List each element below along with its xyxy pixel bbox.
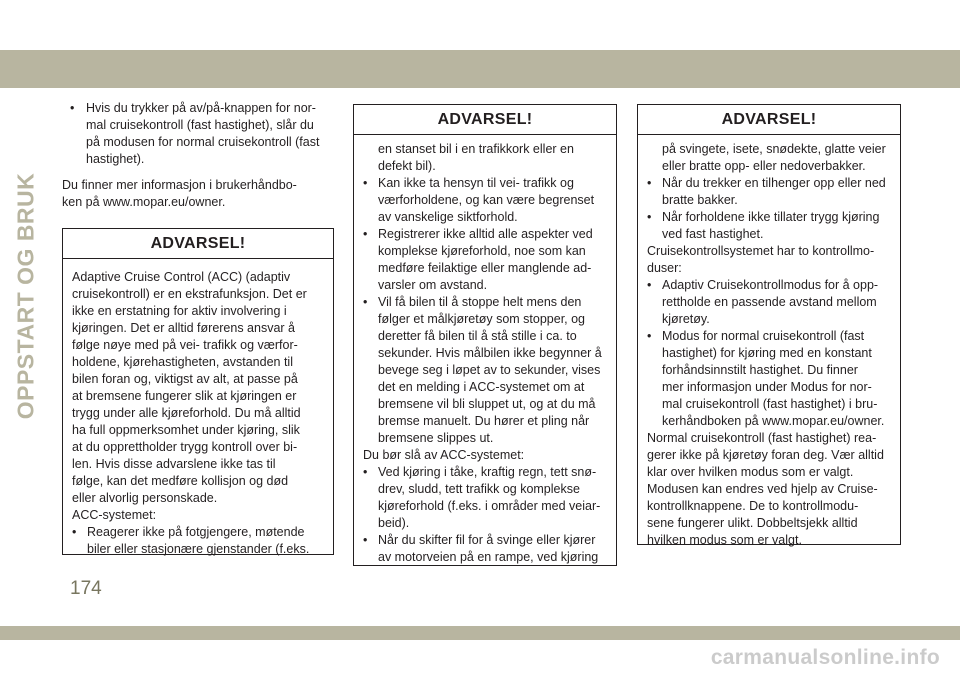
text-line: sene fungerer ulikt. Dobbeltsjekk alltid xyxy=(647,516,858,530)
warning-body xyxy=(638,135,900,549)
footer-band xyxy=(0,626,960,640)
text-line: bremsene slippes ut. xyxy=(378,431,494,445)
bullet-item xyxy=(363,532,607,566)
bullet-mark: • xyxy=(647,176,652,190)
bullet-mark: • xyxy=(647,329,652,343)
text-line: det en melding i ACC-systemet om at xyxy=(378,380,585,394)
warning-box-2 xyxy=(353,104,617,566)
text-line: klar over hvilken modus som er valgt. xyxy=(647,465,854,479)
text-line: duser: xyxy=(647,261,682,275)
bullet-mark: • xyxy=(363,465,368,479)
text-line: kontrollknappene. De to kontrollmodu- xyxy=(647,499,859,513)
text-line: Normal cruisekontroll (fast hastighet) rea- xyxy=(647,431,877,445)
text-line: kjøringen. Det er alltid førerens ansvar å xyxy=(72,321,296,335)
warning-title: ADVARSEL! xyxy=(63,229,333,259)
text-line: eller bratte opp- eller nedoverbakker. xyxy=(662,159,866,173)
paragraph xyxy=(62,177,334,211)
text-line: mal cruisekontroll (fast hastighet) i bru- xyxy=(662,397,878,411)
text-line: hvilken modus som er valgt. xyxy=(647,533,802,547)
warning-body xyxy=(354,135,616,566)
text-line: at bremsene fungerer slik at kjøringen er xyxy=(72,389,297,403)
text-line: kerhåndboken på www.mopar.eu/owner. xyxy=(662,414,885,428)
text-line: gerer ikke på kjøretøy foran deg. Vær alltid xyxy=(647,448,884,462)
warning-box-1 xyxy=(62,228,334,555)
text-line: bremsene vil bli sluppet ut, og at du må xyxy=(378,397,596,411)
text-line: ken på www.mopar.eu/owner. xyxy=(62,195,226,209)
text-line: kjøretøy. xyxy=(662,312,710,326)
text-line: Kan ikke ta hensyn til vei- trafikk og xyxy=(378,176,574,190)
text-line: følge nøye med på vei- trafikk og værfor- xyxy=(72,338,298,352)
text-line: Du finner mer informasjon i brukerhåndbo- xyxy=(62,178,297,192)
text-line: varsler om avstand. xyxy=(378,278,488,292)
text-line: forhåndsinnstilt hastighet. Du finner xyxy=(662,363,858,377)
text-line: ACC-systemet: xyxy=(72,508,157,522)
text-line: følge, kan det medføre kollisjon og død xyxy=(72,474,289,488)
section-side-title: OPPSTART OG BRUK xyxy=(12,172,39,420)
text-line: på modusen for normal cruisekontroll (fast xyxy=(86,135,320,149)
bullet-item xyxy=(647,175,891,209)
top-margin xyxy=(0,0,960,50)
text-line: Vil få bilen til å stoppe helt mens den xyxy=(378,295,582,309)
text-line: på svingete, isete, snødekte, glatte veier xyxy=(662,142,886,156)
bullet-item xyxy=(363,464,607,532)
bullet-mark: • xyxy=(72,525,77,539)
text-line: Når du trekker en tilhenger opp eller ned xyxy=(662,176,886,190)
bullet-mark: • xyxy=(70,101,75,115)
text-line: kjøreforhold (f.eks. i områder med veiar- xyxy=(378,499,601,513)
bullet-item xyxy=(647,328,891,430)
text-line: av vanskelige siktforhold. xyxy=(378,210,518,224)
bullet-mark: • xyxy=(647,210,652,224)
bullet-item xyxy=(647,209,891,243)
bullet-item xyxy=(363,175,607,226)
text-line: hastighet) for kjøring med en konstant xyxy=(662,346,872,360)
text-line: at du opprettholder trygg kontroll over bi- xyxy=(72,440,298,454)
text-line: Når du skifter fil for å svinge eller kjører xyxy=(378,533,596,547)
warning-title: ADVARSEL! xyxy=(638,105,900,135)
bullet-mark: • xyxy=(363,533,368,547)
text-line: Cruisekontrollsystemet har to kontrollmo- xyxy=(647,244,875,258)
warning-body xyxy=(63,259,333,558)
text-line: len. Hvis disse advarslene ikke tas til xyxy=(72,457,276,471)
text-line: komplekse kjøreforhold, noe som kan xyxy=(378,244,586,258)
text-line: cruisekontroll) er en ekstrafunksjon. Det er xyxy=(72,287,307,301)
text-line: ha full oppmerksomhet under kjøring, slik xyxy=(72,423,300,437)
text-line: deretter få bilen til å stå stille i ca. to xyxy=(378,329,577,343)
text-line: værforholdene, og kan være begrenset xyxy=(378,193,595,207)
text-line: biler eller stasjonære gjenstander (f.eks. xyxy=(87,542,310,556)
bullet-item xyxy=(72,524,324,558)
text-line: Reagerer ikke på fotgjengere, møtende xyxy=(87,525,305,539)
text-line: defekt bil). xyxy=(378,159,436,173)
bullet-mark: • xyxy=(647,278,652,292)
bullet-item xyxy=(647,277,891,328)
column-1 xyxy=(62,100,334,211)
text-line: Adaptiv Cruisekontrollmodus for å opp- xyxy=(662,278,879,292)
bullet-item xyxy=(363,294,607,447)
text-line: Hvis du trykker på av/på-knappen for nor- xyxy=(86,101,316,115)
bullet-item xyxy=(62,100,334,168)
warning-box-3 xyxy=(637,104,901,545)
text-line: drev, sludd, tett trafikk og komplekse xyxy=(378,482,580,496)
text-line: bremse manuelt. Du hører et pling når xyxy=(378,414,590,428)
bullet-item xyxy=(363,226,607,294)
text-line: Ved kjøring i tåke, kraftig regn, tett snø- xyxy=(378,465,597,479)
text-line: Registrerer ikke alltid alle aspekter ved xyxy=(378,227,593,241)
text-line: bratte bakker. xyxy=(662,193,738,207)
bullet-mark: • xyxy=(363,227,368,241)
warning-title: ADVARSEL! xyxy=(354,105,616,135)
text-line: medføre feilaktige eller manglende ad- xyxy=(378,261,592,275)
text-line: Modusen kan endres ved hjelp av Cruise- xyxy=(647,482,878,496)
text-line: følger et målkjøretøy som stopper, og xyxy=(378,312,586,326)
watermark: carmanualsonline.info xyxy=(710,646,940,669)
header-band xyxy=(0,50,960,88)
text-line: en stanset bil i en trafikkork eller en xyxy=(378,142,574,156)
text-line: mer informasjon under Modus for nor- xyxy=(662,380,872,394)
text-line: rettholde en passende avstand mellom xyxy=(662,295,877,309)
text-line: Modus for normal cruisekontroll (fast xyxy=(662,329,865,343)
bullet-mark: • xyxy=(363,176,368,190)
text-line: bilen foran og, viktigst av alt, at passe på xyxy=(72,372,298,386)
text-line: eller alvorlig personskade. xyxy=(72,491,218,505)
text-line: hastighet). xyxy=(86,152,145,166)
text-line: ved fast hastighet. xyxy=(662,227,764,241)
text-line: mal cruisekontroll (fast hastighet), slår du xyxy=(86,118,314,132)
text-line: trygg under alle kjøreforhold. Du må alltid xyxy=(72,406,301,420)
text-line: Du bør slå av ACC-systemet: xyxy=(363,448,525,462)
text-line: av motorveien på en rampe, ved kjøring xyxy=(378,550,599,564)
text-line: bevege seg i løpet av to sekunder, vises xyxy=(378,363,601,377)
bullet-mark: • xyxy=(363,295,368,309)
text-line: sekunder. Hvis målbilen ikke begynner å xyxy=(378,346,602,360)
text-line: Når forholdene ikke tillater trygg kjøring xyxy=(662,210,880,224)
page-number: 174 xyxy=(70,578,102,599)
text-line: ikke en erstatning for aktiv involvering i xyxy=(72,304,287,318)
text-line: beid). xyxy=(378,516,410,530)
text-line: holdene, kjørehastigheten, avstanden til xyxy=(72,355,293,369)
text-line: Adaptive Cruise Control (ACC) (adaptiv xyxy=(72,270,291,284)
